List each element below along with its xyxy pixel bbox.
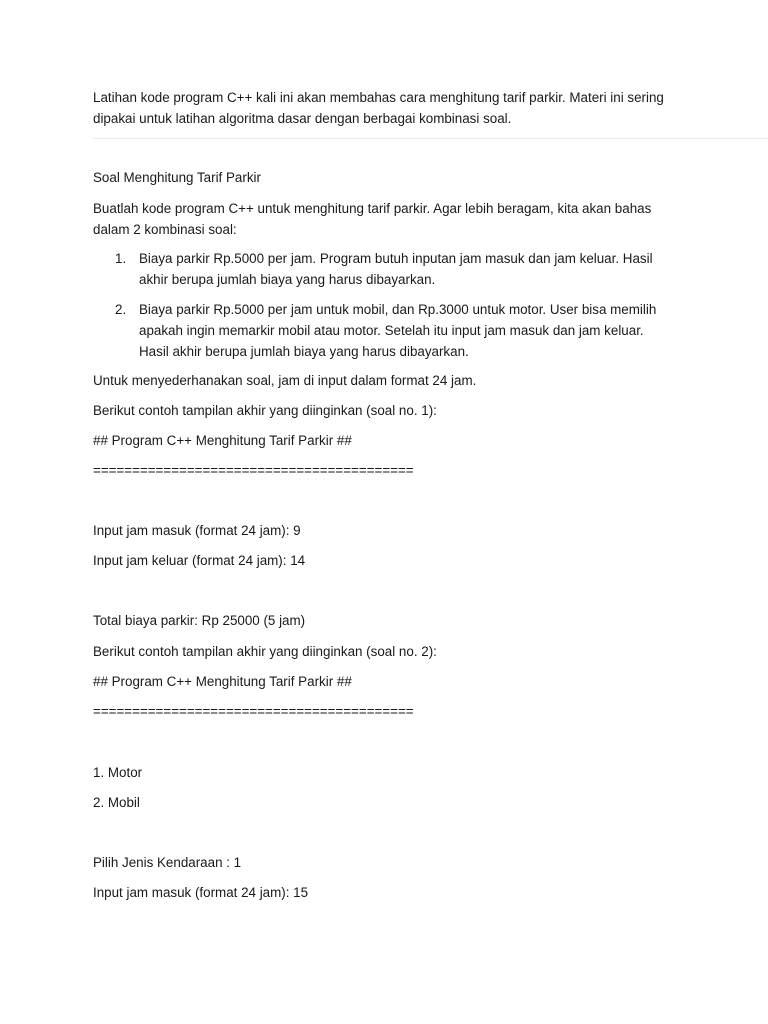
intro-paragraph: Latihan kode program C++ kali ini akan membahas cara menghitung tarif parkir. Materi ini sering dipakai untuk latihan algoritma dasar dengan berbagai kombinasi soal.	[93, 90, 664, 126]
list-item	[115, 248, 664, 290]
list-item-number: 1.	[115, 251, 127, 266]
example2-label: Berikut contoh tampilan akhir yang diinginkan (soal no. 2):	[93, 644, 437, 659]
task-intro: Buatlah kode program C++ untuk menghitung tarif parkir. Agar lebih beragam, kita akan bahas dalam 2 kombinasi soal:	[93, 201, 652, 237]
list-item-text: Biaya parkir Rp.5000 per jam untuk mobil, dan Rp.3000 untuk motor. User bisa memilih apakah ingin memarkir mobil atau motor. Setelah itu input jam masuk dan jam keluar. Hasil akhir berupa jumlah biaya yang harus dibayarkan.	[139, 302, 657, 359]
example1-total: Total biaya parkir: Rp 25000 (5 jam)	[93, 613, 306, 628]
list-item-text: Biaya parkir Rp.5000 per jam. Program butuh inputan jam masuk dan jam keluar. Hasil akhir berupa jumlah biaya yang harus dibayarkan.	[139, 251, 653, 287]
section-title: Soal Menghitung Tarif Parkir	[93, 170, 261, 185]
example2-separator: =========================================	[93, 704, 414, 719]
example2-input-masuk: Input jam masuk (format 24 jam): 15	[93, 885, 309, 900]
note-text: Untuk menyederhanakan soal, jam di input dalam format 24 jam.	[93, 373, 477, 388]
example1-label: Berikut contoh tampilan akhir yang diinginkan (soal no. 1):	[93, 403, 437, 418]
example2-option-motor: 1. Motor	[93, 765, 143, 780]
example1-input-keluar: Input jam keluar (format 24 jam): 14	[93, 553, 306, 568]
list-item-number: 2.	[115, 302, 127, 317]
example1-input-masuk: Input jam masuk (format 24 jam): 9	[93, 523, 301, 538]
example2-option-mobil: 2. Mobil	[93, 795, 140, 810]
divider	[93, 138, 768, 139]
example1-separator: =========================================	[93, 463, 414, 478]
example1-header: ## Program C++ Menghitung Tarif Parkir ##	[93, 433, 352, 448]
list-item	[115, 299, 664, 362]
example2-pilih: Pilih Jenis Kendaraan : 1	[93, 855, 242, 870]
soal-list	[93, 248, 719, 371]
example2-header: ## Program C++ Menghitung Tarif Parkir ##	[93, 674, 352, 689]
